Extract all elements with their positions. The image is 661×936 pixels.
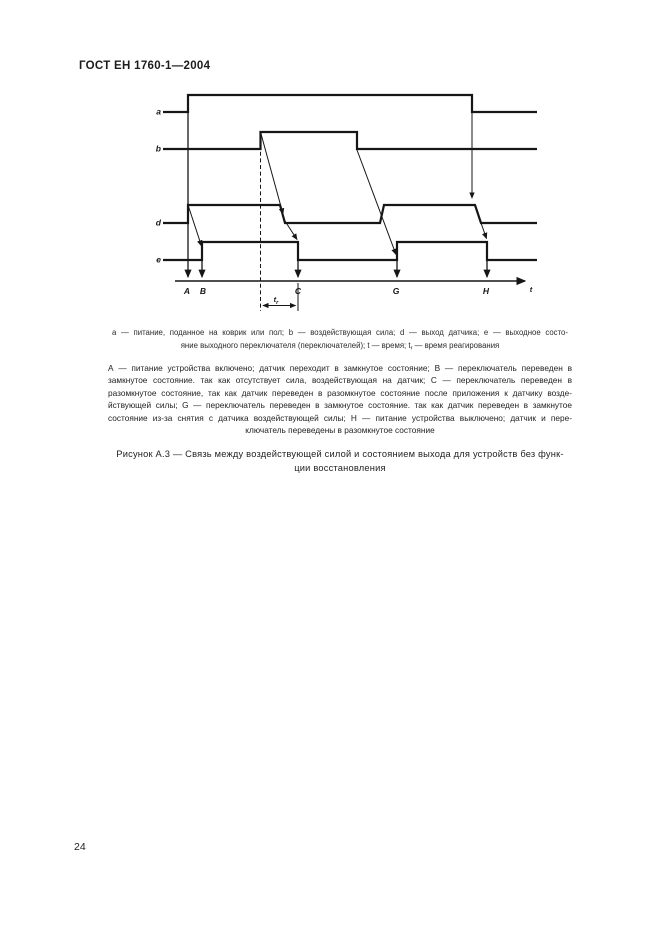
figure-caption bbox=[108, 448, 572, 475]
signal-e-trace bbox=[163, 242, 537, 260]
caption-line: ции восстановления bbox=[294, 462, 386, 473]
description-line: ключатель переведены в разомкнутое состояние bbox=[245, 425, 435, 436]
description-line: состояние из-за снятия с датчика воздействующей силы; Н — питание устройства выключено; датчик и пере- bbox=[108, 412, 572, 423]
description-line: замкнутое состояние. так как отсутствует сила, воздействующая на датчик; С — переключатель переведен в bbox=[108, 375, 572, 386]
event-label-A: А bbox=[183, 286, 191, 296]
arrow-b-fall-to-e-rise bbox=[357, 150, 396, 255]
timing-diagram bbox=[140, 85, 545, 315]
event-label-G: G bbox=[392, 286, 400, 296]
description-line: разомкнутое состояние, так как датчик переведен в разомкнутое состояние после приложения к датчику возде- bbox=[108, 387, 572, 398]
signal-d-trace bbox=[163, 205, 537, 223]
legend-line: яние выходного переключателя (переключателей); t — время; $t_r$ — время реагирования bbox=[180, 341, 500, 352]
signal-label-d: d bbox=[155, 217, 161, 228]
signal-b-trace bbox=[163, 132, 537, 149]
signal-label-b: b bbox=[155, 143, 161, 154]
event-label-C: С bbox=[294, 286, 302, 296]
time-axis-label: t bbox=[529, 285, 533, 294]
signal-label-a: a bbox=[156, 106, 161, 117]
legend-line: a — питание, поданное на коврик или пол; b — воздействующая сила; d — выход датчика; e — выходное состо- bbox=[112, 328, 568, 337]
description-line: йствующей силы; G — переключатель переведен в замкнутое состояние. так как датчик переведен в замкнутое bbox=[108, 400, 572, 411]
description-line: А — питание устройства включено; датчик переходит в замкнутое состояние; В — переключатель переведен в bbox=[108, 363, 572, 373]
arrow-b-rise-to-d-fall bbox=[261, 132, 284, 214]
event-label-B: В bbox=[199, 286, 207, 296]
arrow-d-fall-to-e-fall-H bbox=[481, 223, 487, 239]
reaction-time-label: $t_r$ bbox=[273, 295, 279, 306]
timing-diagram-svg bbox=[140, 85, 545, 315]
figure-legend bbox=[112, 326, 568, 356]
event-label-H: Н bbox=[482, 286, 490, 296]
arrow-a-rise-to-e-rise bbox=[188, 205, 202, 246]
standard-designation: ГОСТ ЕН 1760-1—2004 bbox=[79, 60, 211, 72]
figure-description bbox=[108, 362, 572, 436]
signal-label-e: e bbox=[156, 254, 161, 265]
page-number: 24 bbox=[74, 841, 86, 853]
signal-a-trace bbox=[163, 95, 537, 112]
caption-line: Рисунок А.3 — Связь между воздействующей силой и состоянием выхода для устройств без функ- bbox=[116, 449, 564, 459]
